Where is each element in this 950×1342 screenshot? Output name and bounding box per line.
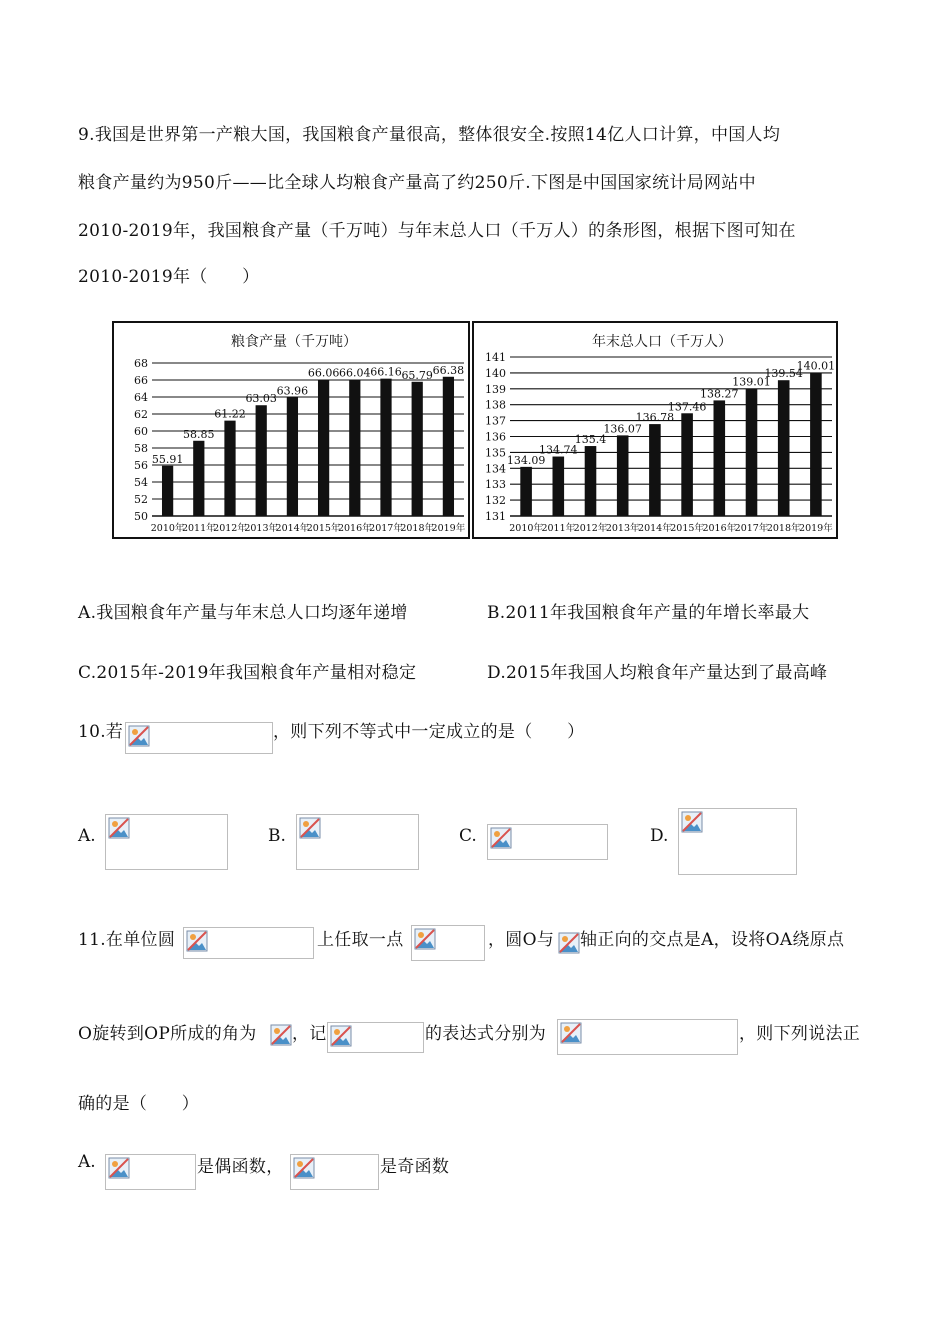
q9-line-1: 9.我国是世界第一产粮大国，我国粮食产量很高，整体很安全.按照14亿人口计算，中国人均	[78, 125, 781, 145]
bar	[520, 467, 532, 516]
bar	[746, 389, 758, 516]
y-tick-label: 50	[134, 510, 148, 523]
y-tick-label: 68	[134, 357, 148, 370]
q9-line-3: 2010-2019年，我国粮食产量（千万吨）与年末总人口（千万人）的条形图，根据下图可知在	[78, 221, 796, 241]
x-tick-label: 2010年	[509, 523, 543, 534]
data-label: 140.01	[796, 359, 836, 373]
broken-image-icon	[490, 827, 512, 849]
x-tick-label: 2011年	[181, 523, 216, 534]
y-tick-label: 131	[485, 510, 506, 523]
q11-x-axis-image	[558, 932, 580, 956]
q9-option-a: A.我国粮食年产量与年末总人口均逐年递增	[78, 603, 408, 623]
bar	[162, 466, 173, 516]
x-tick-label: 2014年	[275, 523, 310, 534]
q11-option-a-func1-image	[105, 1154, 196, 1190]
y-tick-label: 56	[134, 459, 148, 472]
data-label: 63.03	[245, 392, 277, 406]
broken-image-icon	[270, 1024, 292, 1046]
data-label: 66.06	[307, 366, 340, 380]
bar	[443, 377, 454, 516]
data-label: 58.85	[183, 427, 215, 441]
q10-option-a-image	[105, 814, 228, 870]
y-tick-label: 58	[134, 442, 148, 455]
data-label: 61.22	[214, 407, 246, 421]
q10-option-b-image	[296, 814, 419, 870]
x-tick-label: 2017年	[369, 523, 403, 534]
x-tick-label: 2013年	[244, 523, 279, 534]
q9-option-c: C.2015年-2019年我国粮食年产量相对稳定	[78, 663, 417, 683]
y-tick-label: 141	[485, 351, 506, 364]
y-tick-label: 133	[485, 478, 506, 492]
x-tick-label: 2018年	[400, 523, 435, 534]
x-tick-label: 2016年	[702, 523, 737, 534]
q11-unit-circle-formula-image	[183, 927, 314, 959]
broken-image-icon	[558, 932, 580, 954]
data-label: 137.46	[667, 400, 707, 414]
data-label: 66.38	[432, 363, 465, 377]
q11-angle-image	[270, 1024, 292, 1050]
bar	[193, 441, 204, 516]
bar	[778, 380, 790, 516]
x-tick-label: 2011年	[541, 523, 576, 534]
x-tick-label: 2019年	[431, 523, 466, 534]
data-label: 139.01	[732, 375, 771, 389]
q9-line-4: 2010-2019年（ ）	[78, 267, 260, 287]
y-tick-label: 54	[134, 476, 148, 489]
q10-condition-formula-image	[125, 722, 273, 754]
broken-image-icon	[186, 930, 208, 952]
broken-image-icon	[560, 1022, 582, 1044]
x-tick-label: 2015年	[670, 523, 704, 534]
y-tick-label: 136	[485, 430, 506, 444]
bar	[318, 379, 329, 516]
q10-label-c: C.	[459, 826, 477, 846]
q9-option-b: B.2011年我国粮食年产量的年增长率最大	[487, 603, 810, 623]
bar	[681, 413, 693, 516]
q10-label-d: D.	[650, 826, 669, 846]
data-label: 55.91	[151, 452, 184, 466]
grain-output-chart	[112, 321, 470, 539]
x-tick-label: 2014年	[638, 523, 672, 534]
q11-option-a-func2-image	[290, 1154, 379, 1190]
y-tick-label: 137	[485, 414, 506, 428]
y-tick-label: 62	[134, 408, 148, 421]
q10-suffix: ，则下列不等式中一定成立的是（ ）	[273, 722, 585, 742]
q11-line2-b: ，记	[292, 1024, 327, 1044]
broken-image-icon	[330, 1025, 352, 1047]
bar	[380, 379, 391, 516]
y-tick-label: 64	[134, 391, 148, 404]
data-label: 135.4	[574, 433, 607, 447]
q11-option-a-mid: 是偶函数，	[197, 1157, 284, 1177]
data-label: 134.74	[539, 443, 578, 457]
q11-line2-a: O旋转到OP所成的角为	[78, 1024, 257, 1044]
broken-image-icon	[293, 1157, 315, 1179]
x-tick-label: 2016年	[337, 523, 372, 534]
y-tick-label: 138	[485, 398, 506, 412]
bar	[553, 457, 565, 516]
broken-image-icon	[299, 817, 321, 839]
y-tick-label: 66	[134, 374, 148, 387]
data-label: 63.96	[276, 384, 309, 398]
y-tick-label: 135	[485, 446, 506, 460]
q10-label-b: B.	[268, 826, 286, 846]
q11-line1-b: 上任取一点	[317, 930, 404, 950]
q11-line3: 确的是（ ）	[78, 1094, 200, 1114]
x-tick-label: 2019年	[799, 523, 833, 534]
bar	[649, 424, 661, 516]
data-label: 136.07	[603, 422, 642, 436]
bar	[349, 380, 360, 516]
q11-option-a-label: A.	[78, 1152, 96, 1172]
q11-coordinates-image	[327, 1022, 424, 1053]
x-tick-label: 2012年	[573, 523, 608, 534]
q9-option-d: D.2015年我国人均粮食年产量达到了最高峰	[487, 663, 828, 683]
broken-image-icon	[414, 928, 436, 950]
q11-line1-c: ，圆O与	[488, 930, 555, 950]
q10-option-c-image	[487, 824, 608, 860]
bar	[256, 405, 267, 516]
q11-line1-a: 11.在单位圆	[78, 930, 176, 950]
data-label: 136.78	[635, 411, 675, 425]
bar	[585, 446, 597, 516]
chart-title: 年末总人口（千万人）	[592, 334, 732, 350]
bar	[412, 382, 423, 516]
x-tick-label: 2017年	[734, 523, 769, 534]
x-tick-label: 2010年	[150, 523, 185, 534]
broken-image-icon	[128, 725, 150, 747]
bar	[224, 421, 235, 516]
population-chart	[472, 321, 838, 539]
broken-image-icon	[108, 817, 130, 839]
q11-option-a-end: 是奇函数	[380, 1157, 450, 1177]
y-tick-label: 132	[485, 494, 506, 508]
q10-option-d-image	[678, 808, 797, 875]
q11-line1-d: 轴正向的交点是A，设将OA绕原点	[580, 930, 845, 950]
q11-expression-image	[557, 1019, 738, 1055]
data-label: 66.04	[339, 366, 371, 380]
data-label: 66.16	[370, 365, 402, 379]
bar	[714, 400, 726, 516]
broken-image-icon	[681, 811, 703, 833]
q11-line2-d: ，则下列说法正	[739, 1024, 861, 1044]
x-tick-label: 2012年	[213, 523, 247, 534]
q11-line2-c: 的表达式分别为	[425, 1024, 547, 1044]
bar	[287, 397, 298, 516]
bar	[810, 373, 822, 516]
y-tick-label: 139	[485, 382, 506, 396]
q9-line-2: 粮食产量约为950斤——比全球人均粮食产量高了约250斤.下图是中国国家统计局网站中	[78, 173, 756, 193]
q10-prefix: 10.若	[78, 722, 124, 742]
q9-charts	[112, 321, 838, 539]
y-tick-label: 60	[134, 425, 148, 438]
y-tick-label: 134	[485, 462, 506, 476]
q10-label-a: A.	[78, 826, 96, 846]
grain-output-chart-svg	[114, 323, 468, 537]
bar	[617, 435, 629, 516]
y-tick-label: 140	[485, 366, 506, 380]
q11-point-p-image	[411, 925, 485, 961]
population-chart-svg	[474, 323, 836, 537]
chart-title: 粮食产量（千万吨）	[231, 334, 357, 350]
broken-image-icon	[108, 1157, 130, 1179]
x-tick-label: 2013年	[605, 523, 640, 534]
data-label: 134.09	[506, 453, 546, 467]
data-label: 65.79	[401, 368, 433, 382]
data-label: 138.27	[700, 387, 739, 401]
x-tick-label: 2015年	[306, 523, 341, 534]
y-tick-label: 52	[134, 493, 148, 506]
x-tick-label: 2018年	[766, 523, 801, 534]
data-label: 139.54	[764, 367, 803, 381]
